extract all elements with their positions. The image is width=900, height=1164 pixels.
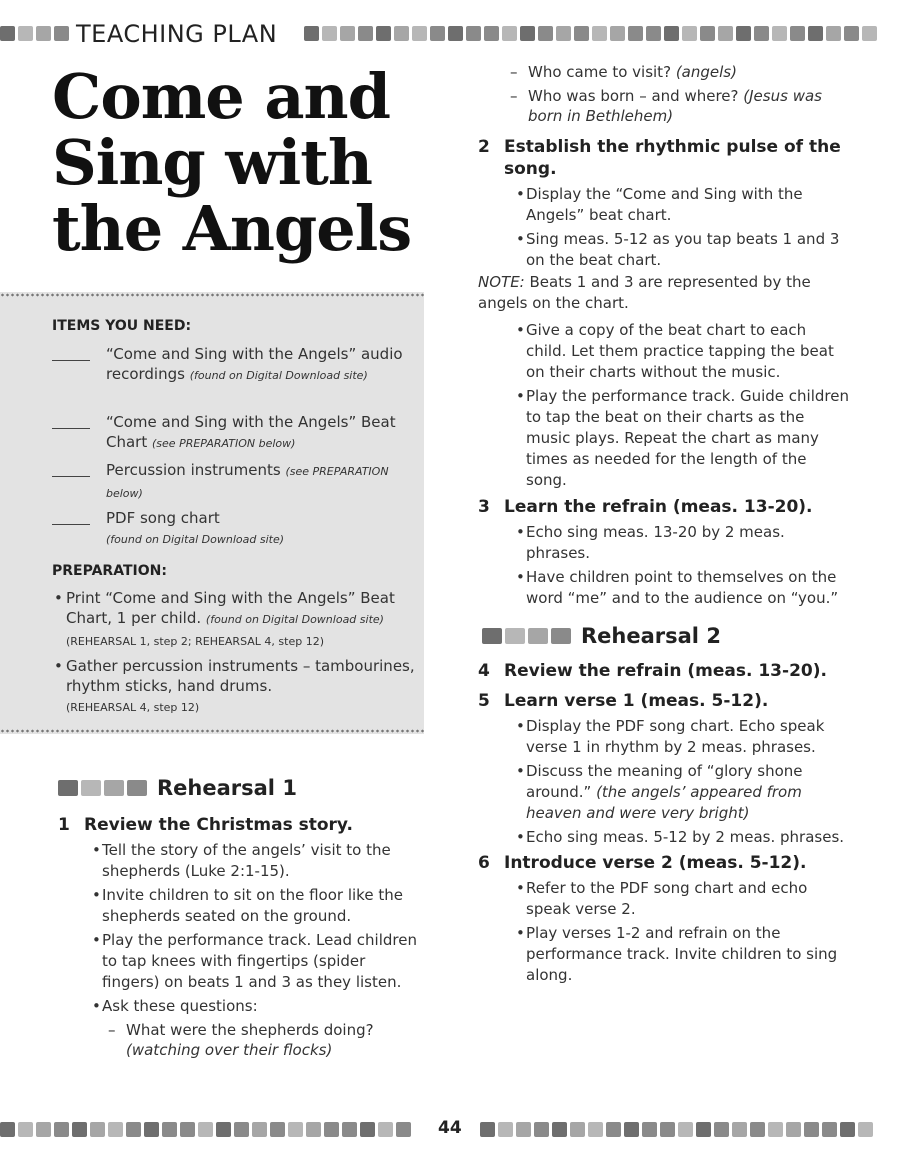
box-bottom-rule [0,728,424,734]
bullet: • Ask these questions: [92,996,424,1017]
rehearsal-1-heading [58,776,297,800]
bullet: • Display the PDF song chart. Echo speak verse 1 in rhythm by 2 meas. phrases. [516,716,850,758]
step-2 [478,136,850,274]
note-text: Beats 1 and 3 are represented by the angels on the chart. [478,273,811,312]
bullet: • Give a copy of the beat chart to each child. Let them practice tapping the beat on their charts without the music. [516,320,850,383]
step-number: 6 [478,853,490,873]
preparation-list [54,588,420,722]
bullet: • Play verses 1-2 and refrain on the performance track. Invite children to sing along. [516,923,850,986]
prep-item: • Print “Come and Sing with the Angels” Beat Chart, 1 per child. (found on Digital Download site) (REHEARSAL 1, step 2; REHEARSAL 4, step 12) [54,588,420,652]
step-number: 1 [58,815,70,835]
check-blank [52,476,90,477]
step-title: Learn verse 1 (meas. 5-12). [504,691,769,711]
check-blank [52,524,90,525]
header-label: TEACHING PLAN [72,20,281,48]
step-number: 3 [478,497,490,517]
need-item-text: Percussion instruments [106,461,281,479]
bullet: • Display the “Come and Sing with the Angels” beat chart. [516,184,850,226]
question: – What were the shepherds doing? (watching over their flocks) [108,1020,424,1060]
step-title: Learn the refrain (meas. 13-20). [504,497,813,517]
step-3 [478,496,850,612]
step-number: 4 [478,661,490,681]
header-decor-left [0,26,69,41]
bullet: • Invite children to sit on the floor like the shepherds seated on the ground. [92,885,424,927]
items-heading: ITEMS YOU NEED: [52,318,192,334]
footer-bar [0,1118,900,1144]
header-decor-right [304,26,877,41]
section-decor [58,780,147,796]
bullet: • Echo sing meas. 5-12 by 2 meas. phrases. [516,827,850,848]
need-item-note: (see PREPARATION below) [152,437,296,450]
bullet: • Have children point to themselves on the word “me” and to the audience on “you.” [516,567,850,609]
need-item-text: PDF song chart [106,509,220,527]
bullet: • Refer to the PDF song chart and echo speak verse 2. [516,878,850,920]
step-1 [58,814,424,1064]
bullet: • Play the performance track. Guide children to tap the beat on their charts as the music plays. Repeat the chart as many times as needed for the length of the song. [516,386,850,491]
page-title: Come and Sing with the Angels [52,60,412,265]
question: – Who was born – and where? (Jesus was born in Bethlehem) [510,86,840,126]
section-decor [482,628,571,644]
footer-decor-left [0,1122,411,1137]
step-title: Establish the rhythmic pulse of the song. [504,137,841,179]
footer-decor-right [480,1122,873,1137]
need-item-note: (found on Digital Download site) [106,533,285,546]
answer: (angels) [675,63,737,81]
bullet: • Play the performance track. Lead children to tap knees with fingertips (spider fingers) on beats 1 and 3 as they listen. [92,930,424,993]
answer: (the angels’ appeared from heaven and were very bright) [526,783,802,822]
step-title: Review the Christmas story. [84,815,353,835]
answer: (watching over their flocks) [126,1041,333,1059]
step-5 [478,690,850,851]
question: – Who came to visit? (angels) [510,62,840,82]
note-label: NOTE: [478,273,525,291]
check-blank [52,428,90,429]
step-title: Review the refrain (meas. 13-20). [504,661,827,681]
need-item-text: “Come and Sing with the Angels” audio recordings [106,345,403,383]
need-item-note: (see PREPARATION below) [106,465,389,500]
questions-continued [510,62,840,130]
section-title: Rehearsal 1 [157,776,297,800]
bullet: • Echo sing meas. 13-20 by 2 meas. phrases. [516,522,850,564]
step-number: 5 [478,691,490,711]
page-number: 44 [438,1118,462,1138]
check-blank [52,360,90,361]
bullet: • Sing meas. 5-12 as you tap beats 1 and 3 on the beat chart. [516,229,850,271]
answer: (Jesus was born in Bethlehem) [528,87,822,125]
need-item-text: “Come and Sing with the Angels” Beat Chart [106,413,396,451]
step-number: 2 [478,137,490,157]
preparation-heading: PREPARATION: [52,563,167,579]
step-title: Introduce verse 2 (meas. 5-12). [504,853,807,873]
box-top-rule [0,292,424,298]
rehearsal-2-heading [482,624,721,648]
step-6 [478,852,850,989]
step-4 [478,660,850,682]
prep-item: • Gather percussion instruments – tambourines, rhythm sticks, hand drums. (REHEARSAL 4, step 12) [54,656,420,718]
section-title: Rehearsal 2 [581,624,721,648]
bullet: • Tell the story of the angels’ visit to the shepherds (Luke 2:1-15). [92,840,424,882]
step-2-continued [516,320,850,494]
note [478,272,846,314]
need-item-note: (found on Digital Download site) [189,369,368,382]
bullet: • Discuss the meaning of “glory shone around.” (the angels’ appeared from heaven and were very bright) [516,761,850,824]
header-bar [0,20,900,48]
